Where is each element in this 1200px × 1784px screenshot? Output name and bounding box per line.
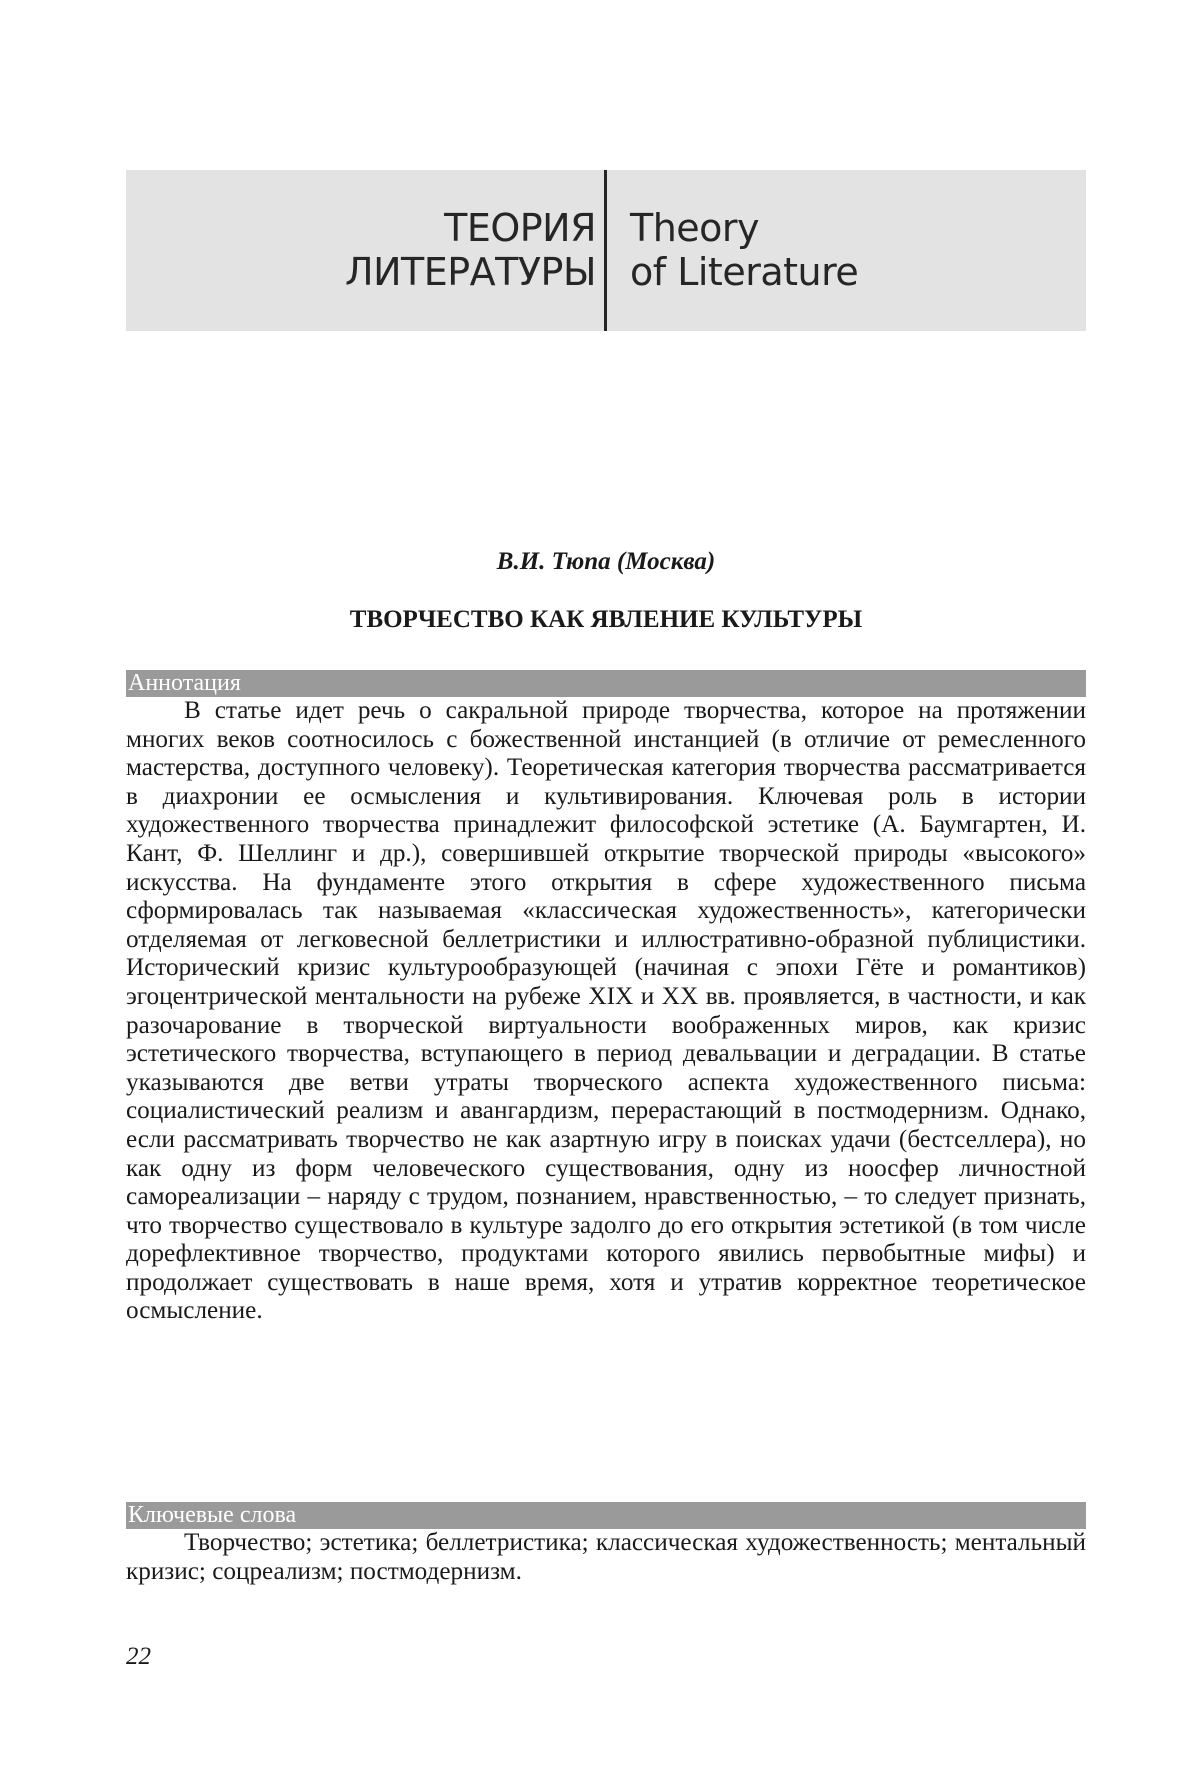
section-title-ru — [345, 206, 596, 294]
section-title-en-line1: Theory — [630, 206, 760, 250]
article-title: ТВОРЧЕСТВО КАК ЯВЛЕНИЕ КУЛЬТУРЫ — [349, 606, 863, 633]
journal-section-header — [126, 170, 1086, 331]
section-title-ru-line1: ТЕОРИЯ — [444, 206, 596, 250]
keywords-text: Творчество; эстетика; беллетристика; классическая художественность; ментальный кризис; соцреализм; постмодернизм. — [126, 1529, 1086, 1585]
section-title-ru-line2: ЛИТЕРАТУРЫ — [345, 250, 596, 294]
abstract-heading: Аннотация — [126, 670, 1086, 697]
abstract-text: В статье идет речь о сакральной природе творчества, которое на протяжении многих веков соотносилось с божественной инстанцией (в отличие от ремесленного мастерства, доступного человеку). Теоретическая категория творчества рассматривается в диахронии ее осмысления и культивирования. Ключевая роль в истории художественного творчества принадлежит философской эстетике (А. Баумгартен, И. Кант, Ф. Шеллинг и др.), совершившей открытие творческой природы «высокого» искусства. На фундаменте этого открытия в сфере художественного письма сформировалась так называемая «классическая художественность», категорически отделяемая от легковесной беллетристики и иллюстративно-образной публицистики. Исторический кризис культурообразующей (начиная с эпохи Гёте и романтиков) эгоцентрической ментальности на рубеже XIX и XX вв. проявляется, в частности, и как разочарование в творческой виртуальности воображенных миров, как кризис эстетического творчества, вступающего в период девальвации и деградации. В статье указываются две ветви утраты творческого аспекта художественного письма: социалистический реализм и авангардизм, перерастающий в постмодернизм. Однако, если рассматривать творчество не как азартную игру в поисках удачи (бестселлера), но как одну из форм человеческого существования, одну из ноосфер личностной самореализации – наряду с трудом, познанием, нравственностью, – то следует признать, что творчество существовало в культуре задолго до его открытия эстетикой (в том числе дорефлективное творчество, продуктами которого явились первобытные мифы) и продолжает существовать в наше время, хотя и утратив корректное теоретическое осмысление. — [126, 697, 1086, 1325]
section-title-en-line2: of Literature — [630, 250, 859, 294]
keywords-heading: Ключевые слова — [126, 1502, 1086, 1529]
section-title-en — [630, 206, 858, 294]
article-author: В.И. Тюпа (Москва) — [496, 548, 716, 575]
page-number: 22 — [126, 1643, 151, 1670]
header-divider — [604, 170, 607, 331]
